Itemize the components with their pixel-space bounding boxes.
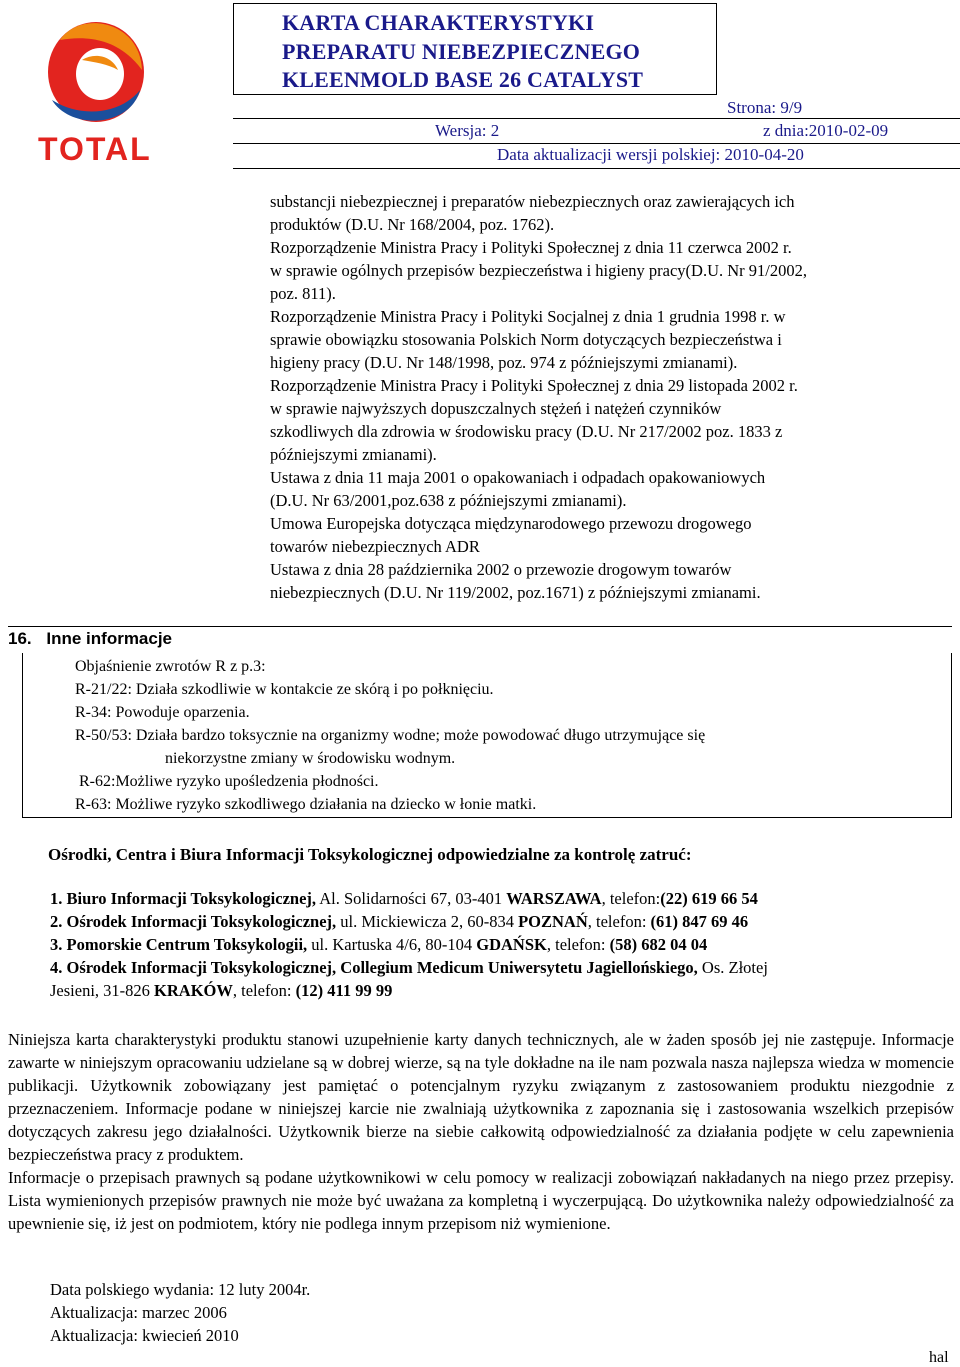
- regulation-line: niebezpiecznych (D.U. Nr 119/2002, poz.1671) z późniejszymi zmianami.: [270, 583, 761, 602]
- r-phrase-item: R-34: Powoduje oparzenia.: [75, 704, 250, 721]
- center-item-continuation: Jesieni, 31-826 KRAKÓW, telefon: (12) 411 99 99: [50, 981, 393, 1000]
- centers-title: Ośrodki, Centra i Biura Informacji Toksykologicznej odpowiedzialne za kontrolę zatruć:: [48, 845, 692, 864]
- center-item: 2. Ośrodek Informacji Toksykologicznej, ul. Mickiewicza 2, 60-834 POZNAŃ, telefon: (61) 847 69 46: [50, 912, 749, 931]
- r-phrases-intro: Objaśnienie zwrotów R z p.3:: [75, 658, 266, 675]
- center-item: 1. Biuro Informacji Toksykologicznej, Al. Solidarności 67, 03-401 WARSZAWA, telefon:(22) 619 66 54: [50, 889, 758, 908]
- regulation-line: higieny pracy (D.U. Nr 148/1998, poz. 974 z późniejszymi zmianami).: [270, 353, 738, 372]
- svg-text:TOTAL: TOTAL: [38, 131, 152, 167]
- regulation-line: Ustawa z dnia 28 października 2002 o przewozie drogowym towarów: [270, 560, 732, 579]
- disclaimer-paragraph: Informacje o przepisach prawnych są podane użytkownikowi w celu pomocy w realizacji zobowiązań nakładanych na niego przez przepisy. Lista wymienionych przepisów prawnych nie może być uważana za kompletną i wyczerpującą. Do użytkownika należy odpowiedzialność za upewnienie się, iż jest on podmiotem, który nie podlega innym przepisom niż wymienione.: [8, 1168, 954, 1233]
- disclaimer-paragraph: Niniejsza karta charakterystyki produktu stanowi uzupełnienie karty danych technicznych, ale w żaden sposób jej nie zastępuje. Informacje zawarte w niniejszym opracowaniu udzielane są w dobrej wierze, są na tyle dokładne na ile nam pozwala nasza najlepsza wiedza w momencie publikacji. Użytkownik zobowiązany jest pamiętać o potencjalnym ryzyku związanym z zastosowaniem produktu niezgodnie z przeznaczeniem. Informacje podane w niniejszej karcie nie zwalniają użytkownika z zapoznania się i zastosowania wszelkich przepisów dotyczących zakresu jego działalności. Użytkownik bierze na siebie całkowitą odpowiedzialność za działania podjęte w celu zapewnienia bezpieczeństwa pracy z produktem.: [8, 1030, 954, 1164]
- regulation-line: (D.U. Nr 63/2001,poz.638 z późniejszymi zmianami).: [270, 491, 627, 510]
- version-label: Wersja: 2: [435, 121, 500, 140]
- update-date-1: Aktualizacja: marzec 2006: [50, 1303, 227, 1322]
- header-divider-2: [233, 143, 960, 144]
- section-16-divider: [8, 626, 952, 627]
- r-phrase-item: R-63: Możliwe ryzyko szkodliwego działania na dziecko w łonie matki.: [75, 796, 537, 813]
- header-divider-3: [233, 168, 960, 169]
- center-item: 4. Ośrodek Informacji Toksykologicznej, Collegium Medicum Uniwersytetu Jagiellońskiego, Os. Złotej: [50, 958, 768, 977]
- r-phrase-item: R-50/53: Działa bardzo toksycznie na organizmy wodne; może powodować długo utrzymujące się: [75, 727, 706, 744]
- version-date: z dnia:2010-02-09: [763, 121, 889, 140]
- regulation-line: w sprawie najwyższych dopuszczalnych stężeń i natężeń czynników: [270, 399, 722, 418]
- document-title-line-3: KLEENMOLD BASE 26 CATALYST: [282, 67, 644, 92]
- total-logo: [0, 0, 233, 172]
- document-title-line-1: KARTA CHARAKTERYSTYKI: [282, 10, 595, 35]
- r-phrase-item: R-62:Możliwe ryzyko upośledzenia płodności.: [79, 773, 379, 790]
- update-date-2: Aktualizacja: kwiecień 2010: [50, 1326, 239, 1345]
- issue-date: Data polskiego wydania: 12 luty 2004r.: [50, 1280, 311, 1299]
- regulation-line: w sprawie ogólnych przepisów bezpieczeństwa i higieny pracy(D.U. Nr 91/2002,: [270, 261, 808, 280]
- regulation-line: Umowa Europejska dotycząca międzynarodowego przewozu drogowego: [270, 514, 752, 533]
- regulation-line: Rozporządzenie Ministra Pracy i Polityki Socjalnej z dnia 1 grudnia 1998 r. w: [270, 307, 786, 326]
- center-item: 3. Pomorskie Centrum Toksykologii, ul. Kartuska 4/6, 80-104 GDAŃSK, telefon: (58) 682 04 04: [50, 935, 708, 954]
- section-16-heading: Inne informacje: [46, 629, 173, 648]
- regulation-line: Ustawa z dnia 11 maja 2001 o opakowaniach i odpadach opakowaniowych: [270, 468, 766, 487]
- regulation-line: późniejszymi zmianami).: [270, 445, 437, 464]
- page-number: Strona: 9/9: [727, 98, 803, 117]
- regulation-line: produktów (D.U. Nr 168/2004, poz. 1762).: [270, 215, 555, 234]
- regulation-line: substancji niebezpiecznej i preparatów niebezpiecznych oraz zawierających ich: [270, 192, 795, 211]
- document-title-line-2: PREPARATU NIEBEZPIECZNEGO: [282, 39, 641, 64]
- regulation-line: towarów niebezpiecznych ADR: [270, 537, 480, 556]
- regulation-line: szkodliwych dla zdrowia w środowisku pracy (D.U. Nr 217/2002 poz. 1833 z: [270, 422, 783, 441]
- total-logo-icon: [0, 0, 233, 172]
- disclaimer: [8, 1028, 954, 1235]
- regulation-line: sprawie obowiązku stosowania Polskich Norm dotyczących bezpieczeństwa i: [270, 330, 782, 349]
- r-phrase-item: R-21/22: Działa szkodliwie w kontakcie ze skórą i po połknięciu.: [75, 681, 494, 698]
- header-divider-1: [233, 118, 960, 119]
- section-16-number: 16.: [8, 629, 32, 648]
- document-title-box: [233, 3, 717, 95]
- r-phrase-item-continuation: niekorzystne zmiany w środowisku wodnym.: [165, 750, 456, 767]
- update-date: Data aktualizacji wersji polskiej: 2010-04-20: [497, 145, 804, 164]
- regulation-line: Rozporządzenie Ministra Pracy i Polityki Społecznej z dnia 11 czerwca 2002 r.: [270, 238, 792, 257]
- regulation-line: poz. 811).: [270, 284, 336, 303]
- regulation-line: Rozporządzenie Ministra Pracy i Polityki Społecznej z dnia 29 listopada 2002 r.: [270, 376, 798, 395]
- regulations-list: [270, 190, 955, 604]
- document-header: [0, 0, 960, 172]
- author-initials: hal: [929, 1349, 949, 1366]
- section-16-title: [8, 629, 172, 649]
- section-16-box: [22, 653, 952, 818]
